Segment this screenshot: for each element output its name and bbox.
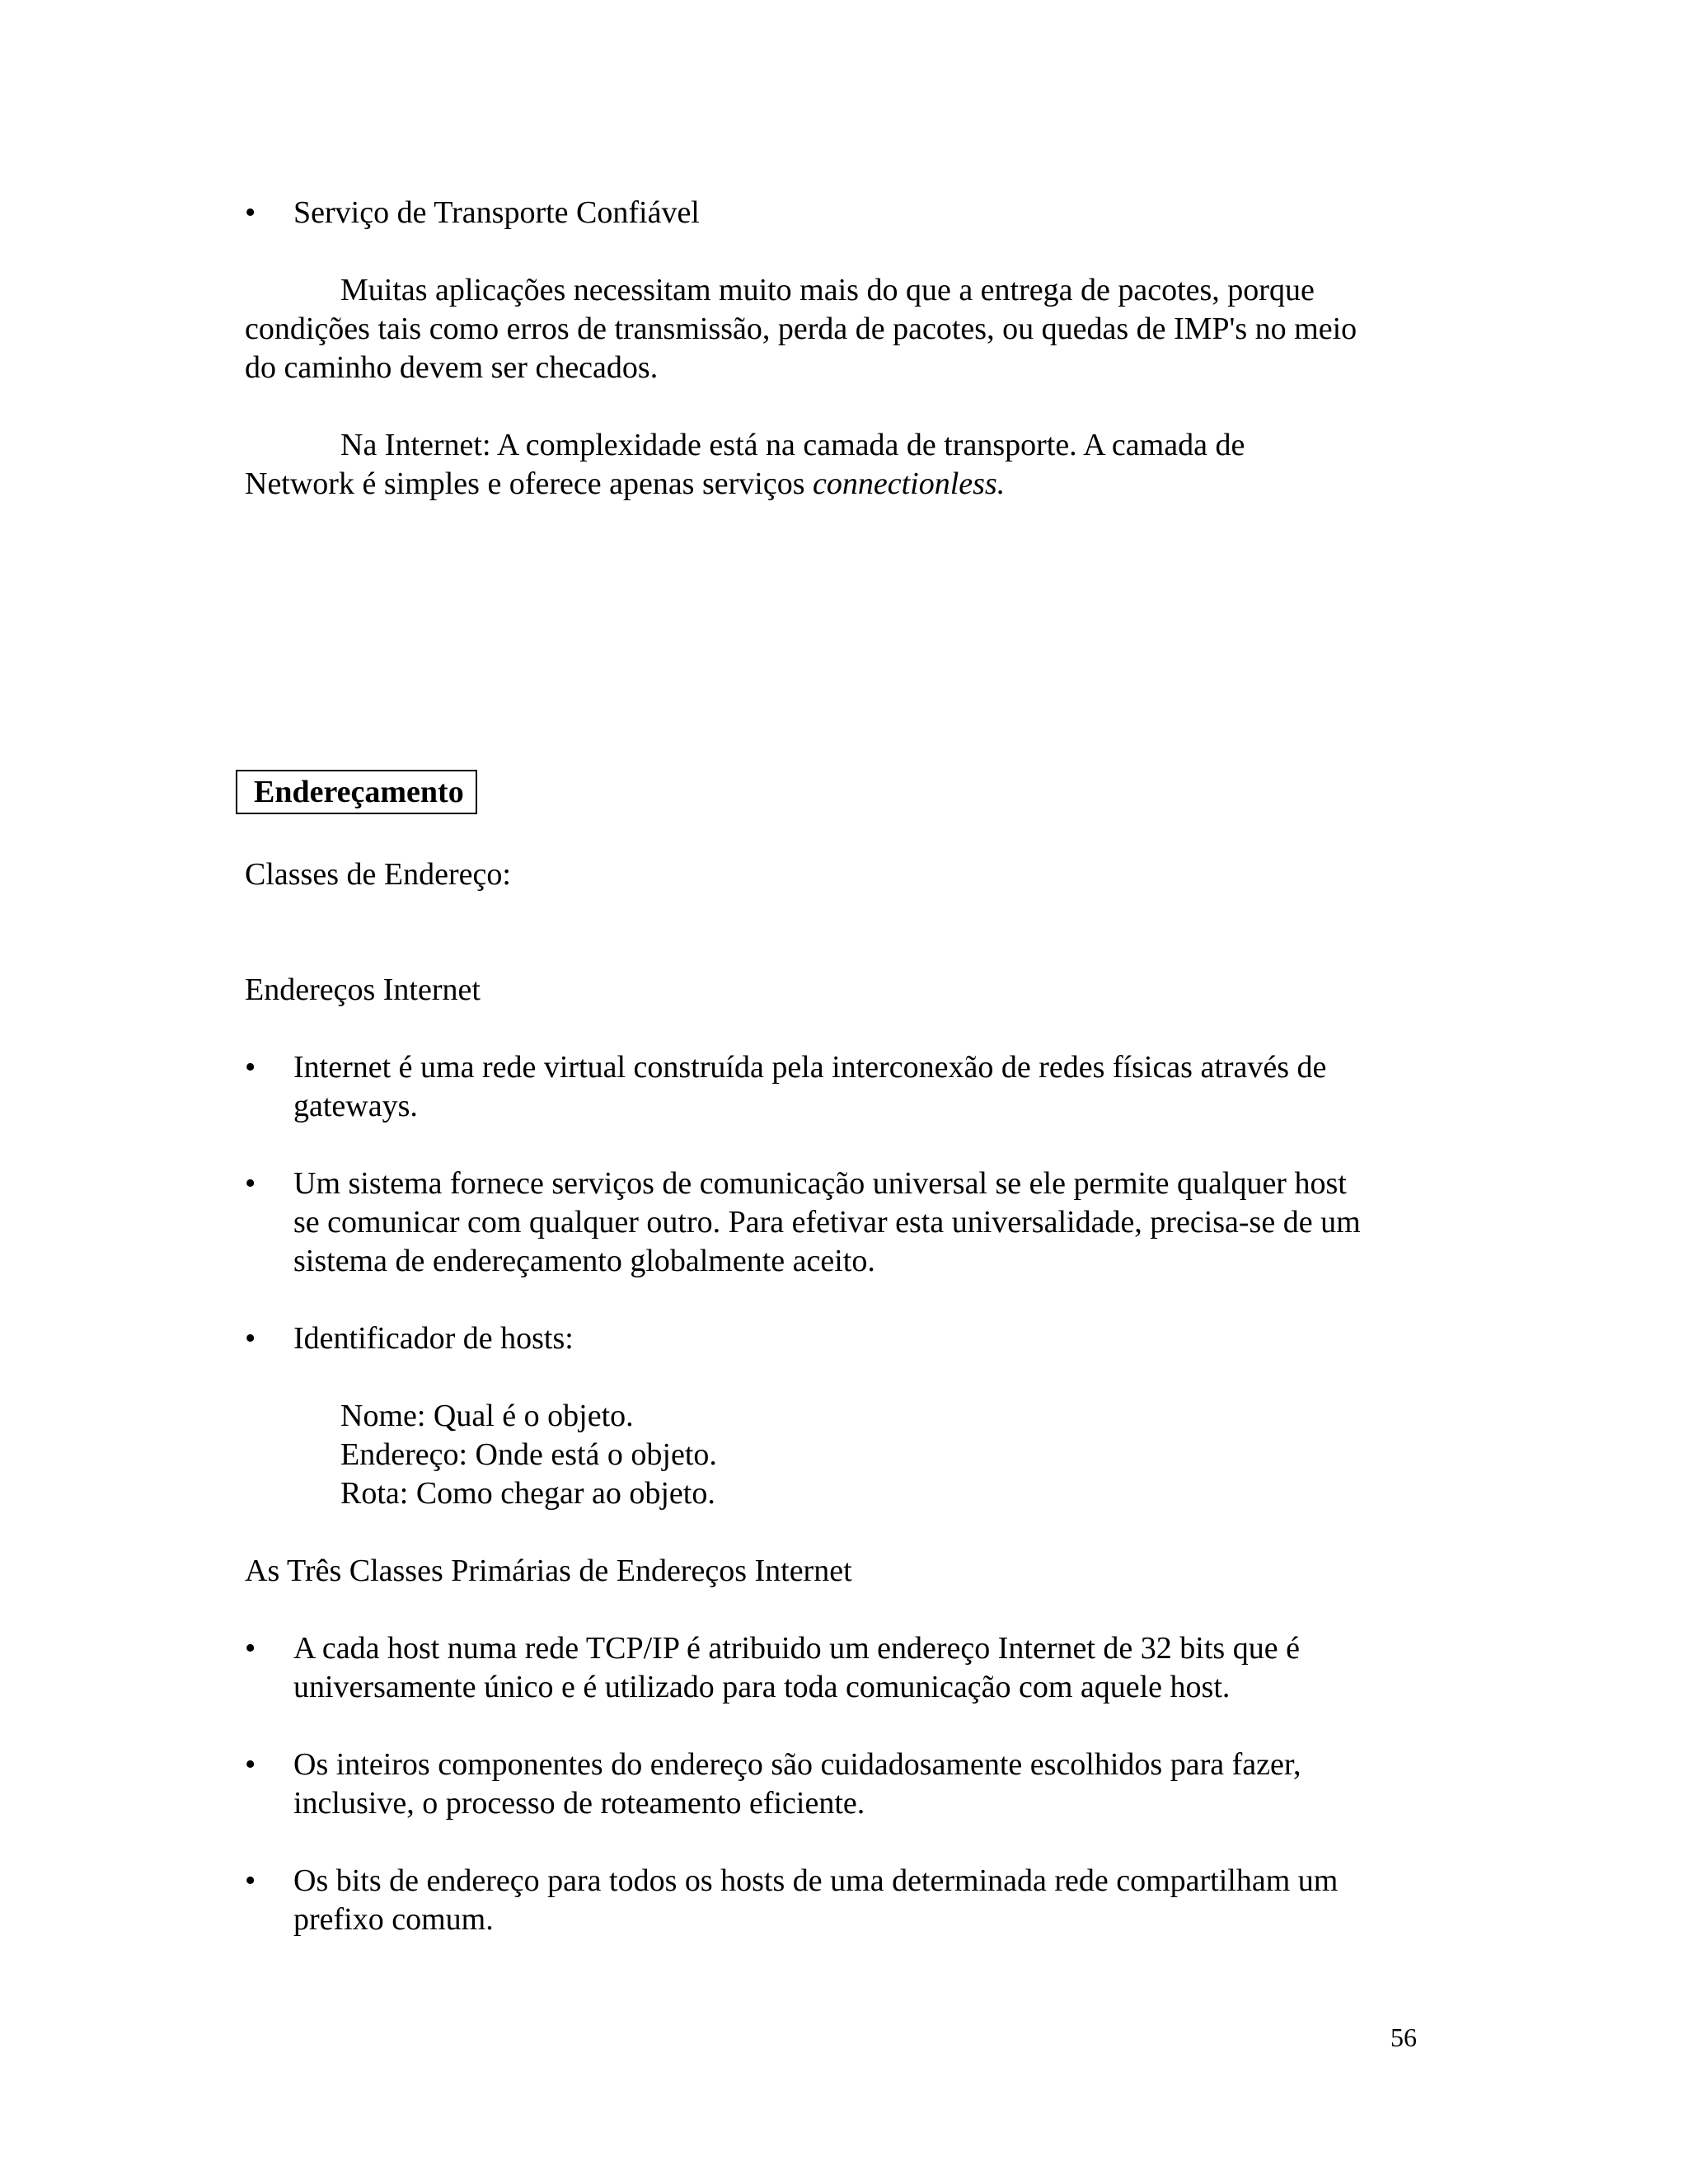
bullet-marker: • <box>245 1747 256 1782</box>
list-item-line: se comunicar com qualquer outro. Para efetivar esta universalidade, precisa-se de um <box>293 1205 1361 1240</box>
section-heading-box <box>236 770 477 814</box>
bullet-marker: • <box>245 1631 256 1666</box>
identifier-address: Endereço: Onde está o objeto. <box>340 1437 717 1472</box>
bullet-marker: • <box>245 1050 256 1085</box>
list-item-line: prefixo comum. <box>293 1902 494 1937</box>
page-number: 56 <box>1390 2022 1417 2052</box>
list-item-line: Internet é uma rede virtual construída pela interconexão de redes físicas através de <box>293 1050 1327 1085</box>
identifier-route: Rota: Como chegar ao objeto. <box>340 1476 715 1511</box>
paragraph-line: do caminho devem ser checados. <box>245 350 659 385</box>
list-item-line: universamente único e é utilizado para toda comunicação com aquele host. <box>293 1670 1231 1704</box>
section-heading-addressing: Endereçamento <box>254 775 464 809</box>
paragraph-line: Muitas aplicações necessitam muito mais do que a entrega de pacotes, porque <box>340 273 1315 307</box>
bullet-marker: • <box>245 1863 256 1898</box>
list-item-line: Identificador de hosts: <box>293 1321 574 1356</box>
bullet-marker: • <box>245 1166 256 1201</box>
paragraph-line: condições tais como erros de transmissão, perda de pacotes, ou quedas de IMP's no meio <box>245 312 1357 346</box>
identifier-name: Nome: Qual é o objeto. <box>340 1399 634 1433</box>
list-item-line: A cada host numa rede TCP/IP é atribuido um endereço Internet de 32 bits que é <box>293 1631 1300 1666</box>
paragraph-line: Na Internet: A complexidade está na camada de transporte. A camada de <box>340 428 1245 462</box>
paragraph-line <box>245 465 1005 504</box>
emphasis-text: connectionless. <box>813 466 1006 501</box>
section-heading-reliable-transport: Serviço de Transporte Confiável <box>293 195 700 230</box>
subtitle-internet-addresses: Endereços Internet <box>245 972 481 1007</box>
bullet-marker: • <box>245 1321 256 1356</box>
subtitle-address-classes: Classes de Endereço: <box>245 857 511 892</box>
paragraph-text: Network é simples e oferece apenas serviços <box>245 466 813 501</box>
list-item-line: Os inteiros componentes do endereço são cuidadosamente escolhidos para fazer, <box>293 1747 1301 1782</box>
list-item-line: Um sistema fornece serviços de comunicação universal se ele permite qualquer host <box>293 1166 1347 1201</box>
list-item-line: Os bits de endereço para todos os hosts de uma determinada rede compartilham um <box>293 1863 1339 1898</box>
list-item-line: gateways. <box>293 1089 418 1123</box>
bullet-marker: • <box>245 195 256 230</box>
list-item-line: sistema de endereçamento globalmente aceito. <box>293 1244 875 1278</box>
subtitle-three-classes: As Três Classes Primárias de Endereços Internet <box>245 1554 852 1588</box>
list-item-line: inclusive, o processo de roteamento eficiente. <box>293 1786 865 1821</box>
